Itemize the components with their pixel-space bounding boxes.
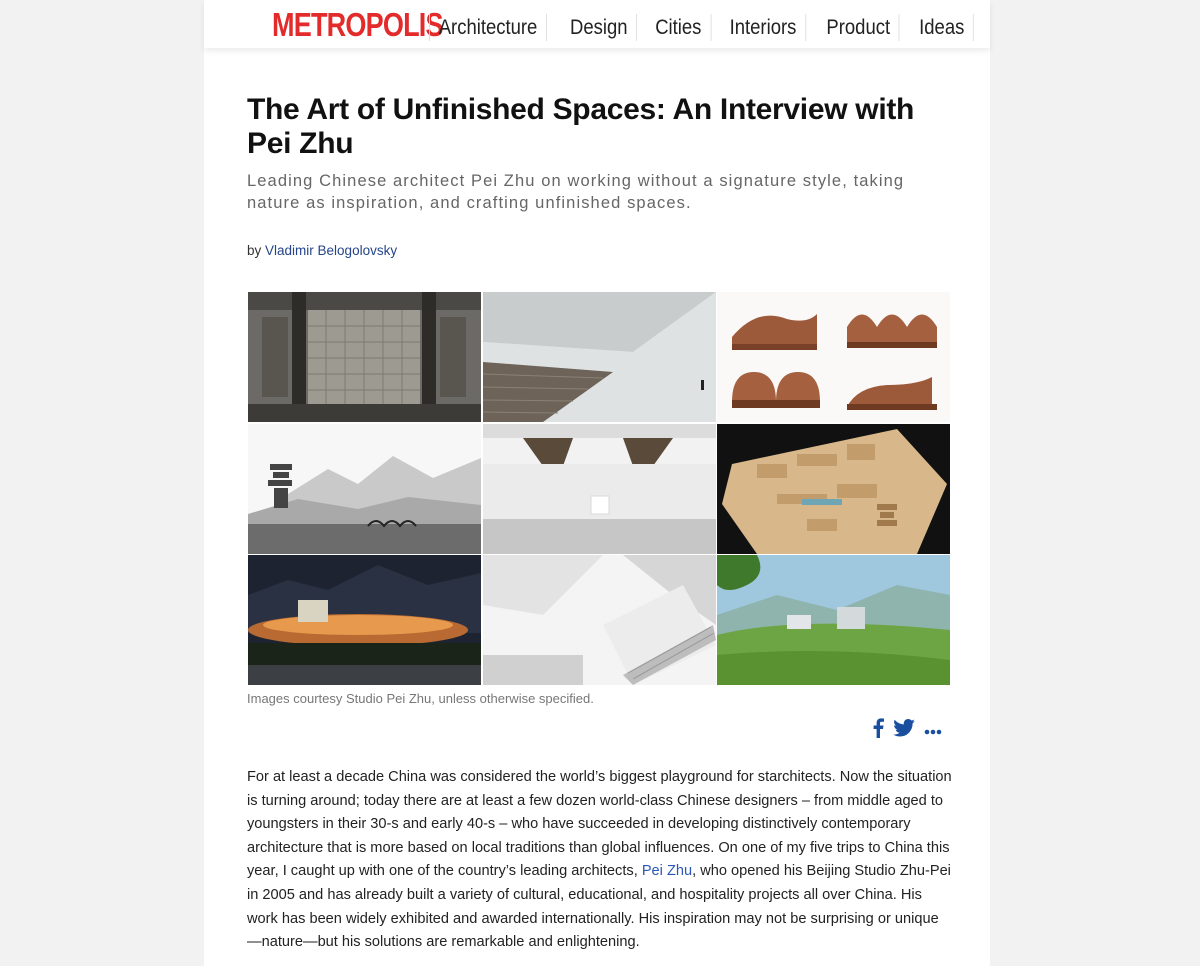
collage-image-gallery — [483, 424, 716, 554]
main-nav — [421, 14, 978, 41]
more-icon[interactable] — [924, 722, 942, 740]
pei-zhu-link[interactable]: Pei Zhu — [641, 863, 693, 880]
facebook-icon[interactable] — [872, 718, 884, 743]
collage-image-night-render — [248, 555, 481, 685]
image-caption: Images courtesy Studio Pei Zhu, unless otherwise specified. — [247, 691, 594, 706]
nav-item-cities[interactable]: Cities — [646, 14, 711, 41]
body-text-part1: For at least a decade China was considered the world’s biggest playground for starchitects. Now the situation is turning around; today there are at least a few dozen world-class Chinese designers – from middle aged to youngsters in their 30-s and early 40-s – who have succeeded in developing distinctively contemporary architecture that is more based on local traditions than global influences. On one of my five trips to China this year, I caught up with one of the country’s leading architects, — [247, 769, 952, 880]
nav-item-ideas[interactable]: Ideas — [910, 14, 974, 41]
twitter-icon[interactable] — [893, 719, 915, 742]
collage-image-models — [717, 292, 950, 422]
collage-image-landscape-render — [717, 555, 950, 685]
collage-image-white-interior — [483, 292, 716, 422]
collage-image-angular-interior — [483, 555, 716, 685]
nav-item-architecture[interactable]: Architecture — [429, 14, 547, 41]
body-text-part2: , who opened his Beijing Studio Zhu-Pei in 2005 and has already built a variety of cultural, educational, and hospitality projects all over China. His work has been widely exhibited and awarded internationally. His inspiration may not be surprising or unique—nature—but his solutions are remarkable and enlightening. — [247, 863, 951, 951]
nav-item-design[interactable]: Design — [561, 14, 637, 41]
image-collage — [248, 292, 950, 685]
article-body-paragraph — [247, 766, 953, 955]
share-bar — [872, 718, 942, 743]
author-link[interactable]: Vladimir Belogolovsky — [265, 243, 398, 258]
article-subtitle: Leading Chinese architect Pei Zhu on working without a signature style, taking nature as inspiration, and crafting unfinished spaces. — [247, 172, 905, 212]
article-title: The Art of Unfinished Spaces: An Interview with Pei Zhu — [247, 93, 915, 160]
nav-item-interiors[interactable]: Interiors — [721, 14, 806, 41]
collage-image-ink-sketch — [248, 424, 481, 554]
byline — [247, 243, 397, 258]
collage-image-facade — [248, 292, 481, 422]
site-header — [204, 0, 990, 48]
collage-image-site-model — [717, 424, 950, 554]
byline-prefix: by — [247, 243, 262, 258]
nav-item-product[interactable]: Product — [818, 14, 900, 41]
site-logo[interactable]: METROPOLIS — [272, 6, 443, 43]
